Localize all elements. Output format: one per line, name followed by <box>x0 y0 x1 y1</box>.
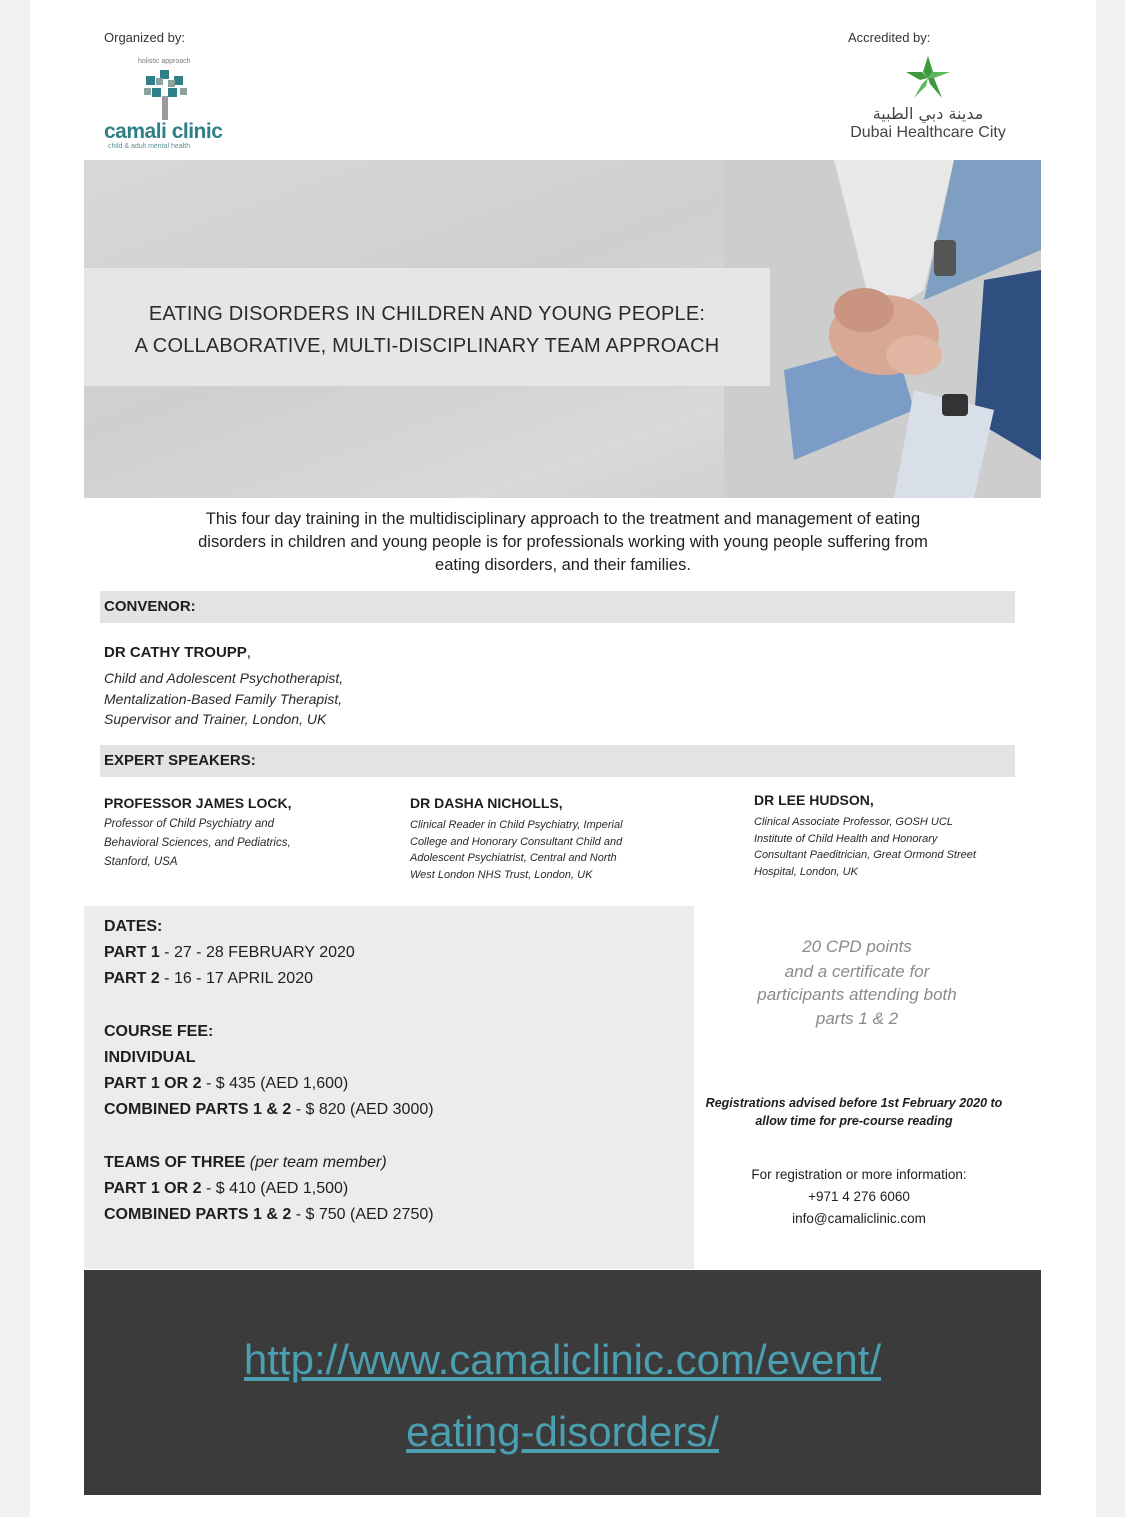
dubai-healthcare-city-logo <box>848 54 1018 154</box>
speaker-role <box>754 814 1012 880</box>
fee-item-label: PART 1 OR 2 <box>104 1075 202 1092</box>
convenor-header-bar <box>100 591 1015 623</box>
individual-part-fee <box>104 1075 348 1093</box>
fee-item-value: - $ 435 (AED 1,600) <box>201 1075 349 1092</box>
course-fee-label: COURSE FEE: <box>104 1023 214 1040</box>
dhc-arabic-name: مدينة دبي الطبية <box>872 104 984 123</box>
fee-item-value: - $ 820 (AED 3000) <box>291 1101 434 1118</box>
dhc-star-icon <box>904 54 952 102</box>
convenor-role-line-1: Child and Adolescent Psychotherapist, <box>104 670 344 686</box>
cpd-line-2: and a certificate for <box>784 962 930 981</box>
convenor-role <box>104 668 414 730</box>
part-1-label: PART 1 <box>104 944 160 961</box>
speaker-role <box>104 815 324 872</box>
fee-item-label: COMBINED PARTS 1 & 2 <box>104 1101 292 1118</box>
team-combined-fee <box>104 1206 434 1224</box>
contact-email-link[interactable]: info@camaliclinic.com <box>792 1211 926 1226</box>
part-2-dates <box>104 970 313 988</box>
speaker-role-line: Consultant Paeditrician, Great Ormond Street <box>754 849 976 861</box>
individual-combined-fee <box>104 1101 434 1119</box>
speaker-card <box>754 792 1012 880</box>
hero-title-box <box>84 268 770 386</box>
camali-tagline-arc: holistic approach <box>138 58 191 65</box>
accredited-by-label: Accredited by: <box>848 30 931 45</box>
dates-label: DATES: <box>104 918 163 935</box>
camali-clinic-logo <box>104 58 264 154</box>
speaker-role-line: Stanford, USA <box>104 856 178 868</box>
flyer-page <box>30 0 1096 1517</box>
speaker-name: PROFESSOR JAMES LOCK, <box>104 795 292 811</box>
speaker-role-line: Hospital, London, UK <box>754 865 858 878</box>
speaker-role <box>410 817 668 883</box>
puzzle-tree-icon <box>138 66 198 122</box>
speaker-role-line: Adolescent Psychiatrist, Central and North <box>410 852 617 864</box>
individual-label: INDIVIDUAL <box>104 1049 196 1066</box>
event-url-link-line-1[interactable]: http://www.camaliclinic.com/event/ <box>243 1336 882 1383</box>
cpd-points-note <box>742 934 972 1031</box>
convenor-name-text: DR CATHY TROUPP <box>104 644 247 661</box>
team-part-fee <box>104 1180 348 1198</box>
part-2-value: - 16 - 17 APRIL 2020 <box>159 970 313 987</box>
event-title-line-1: EATING DISORDERS IN CHILDREN AND YOUNG PEOPLE: <box>148 303 706 325</box>
teams-label <box>104 1154 387 1172</box>
part-2-label: PART 2 <box>104 970 160 987</box>
intro-line-1: This four day training in the multidisciplinary approach to the treatment and management of eating <box>205 510 921 528</box>
camali-clinic-subtitle: child & adult mental health <box>108 143 191 150</box>
registration-advice-line-2: allow time for pre-course reading <box>755 1114 953 1128</box>
intro-paragraph <box>130 508 996 577</box>
part-1-value: - 27 - 28 FEBRUARY 2020 <box>159 944 355 961</box>
speaker-role-line: West London NHS Trust, London, UK <box>410 868 593 881</box>
fee-item-value: - $ 750 (AED 2750) <box>291 1206 434 1223</box>
speaker-role-line: Clinical Associate Professor, GOSH UCL <box>754 816 953 828</box>
footer-link-panel <box>84 1270 1041 1495</box>
intro-line-2: disorders in children and young people is for professionals working with young people suffering from <box>198 533 928 551</box>
fee-item-value: - $ 410 (AED 1,500) <box>201 1180 349 1197</box>
cpd-line-4: parts 1 & 2 <box>815 1009 899 1028</box>
teams-label-text: TEAMS OF THREE <box>104 1154 246 1171</box>
speaker-card <box>410 795 668 883</box>
convenor-name: DR CATHY TROUPP, <box>104 644 251 661</box>
speaker-card <box>104 795 324 872</box>
contact-info <box>714 1164 1004 1230</box>
speaker-role-line: Clinical Reader in Child Psychiatry, Imperial <box>410 819 623 831</box>
speaker-role-line: Behavioral Sciences, and Pediatrics, <box>104 837 291 849</box>
dates-fees-panel <box>84 906 694 1269</box>
dhc-english-name: Dubai Healthcare City <box>850 124 1006 141</box>
speakers-label: EXPERT SPEAKERS: <box>104 752 256 769</box>
organized-by-label: Organized by: <box>104 30 185 45</box>
registration-advice <box>694 1094 1014 1130</box>
speaker-role-line: Institute of Child Health and Honorary <box>754 832 938 845</box>
convenor-label: CONVENOR: <box>104 598 196 615</box>
fee-item-label: COMBINED PARTS 1 & 2 <box>104 1206 292 1223</box>
intro-line-3: eating disorders, and their families. <box>435 556 691 574</box>
event-title <box>84 298 770 362</box>
hands-together-image <box>724 160 1041 498</box>
speaker-role-line: Professor of Child Psychiatry and <box>104 818 275 830</box>
teams-note: (per team member) <box>245 1154 387 1171</box>
convenor-role-line-2: Mentalization-Based Family Therapist, <box>104 690 343 707</box>
speakers-header-bar <box>100 745 1015 777</box>
speaker-role-line: College and Honorary Consultant Child and <box>410 835 623 848</box>
contact-phone[interactable]: +971 4 276 6060 <box>808 1189 910 1204</box>
hero-banner <box>84 160 1041 498</box>
convenor-role-line-3: Supervisor and Trainer, London, UK <box>104 711 327 727</box>
registration-advice-line-1: Registrations advised before 1st February 2020 to <box>705 1096 1003 1110</box>
cpd-line-1: 20 CPD points <box>802 937 912 956</box>
part-1-dates <box>104 944 355 962</box>
speaker-name: DR DASHA NICHOLLS, <box>410 795 563 811</box>
fee-item-label: PART 1 OR 2 <box>104 1180 202 1197</box>
speaker-name: DR LEE HUDSON, <box>754 792 874 808</box>
cpd-line-3: participants attending both <box>757 985 957 1004</box>
camali-clinic-name: camali clinic <box>104 120 223 143</box>
event-title-line-2: A COLLABORATIVE, MULTI-DISCIPLINARY TEAM APPROACH <box>134 335 720 357</box>
event-url-link-line-2[interactable]: eating-disorders/ <box>406 1408 719 1455</box>
contact-label: For registration or more information: <box>751 1167 967 1182</box>
